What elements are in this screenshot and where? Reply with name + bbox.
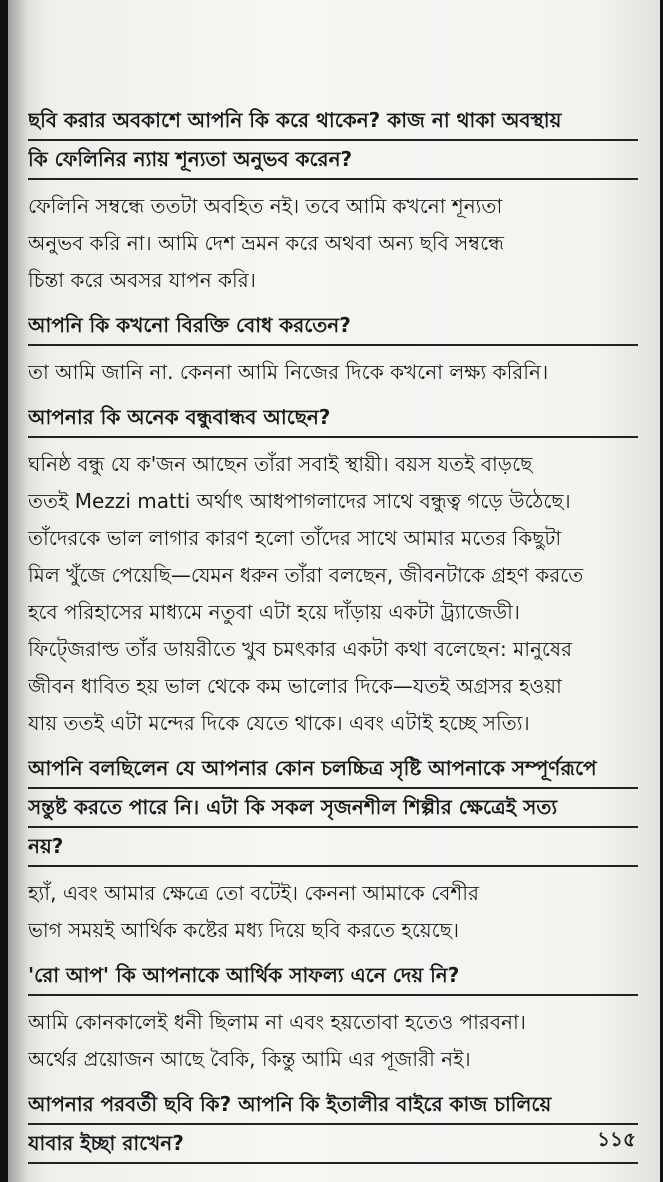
question-line: 'রো আপ' কি আপনাকে আর্থিক সাফল্য এনে দেয় নি? <box>28 957 638 996</box>
answer-line: হ্যাঁ, এবং আমার ক্ষেত্রে তো বটেই। কেননা আমাকে বেশীর <box>28 881 479 905</box>
question-line: আপনার কি অনেক বন্ধুবান্ধব আছেন? <box>28 399 638 438</box>
question-line: আপনি কি কখনো বিরক্তি বোধ করতেন? <box>28 307 638 346</box>
answer-line: ভাগ সময়ই আর্থিক কষ্টের মধ্য দিয়ে ছবি করতে হয়েছে। <box>28 918 459 942</box>
page-number: ১১৫ <box>597 1127 636 1151</box>
answer-line: ফিট্জেরাল্ড তাঁর ডায়রীতে খুব চমৎকার একটা কথা বলেছেন: মানুষের <box>28 637 572 661</box>
block-gap <box>28 867 638 875</box>
question-line: সন্তুষ্ট করতে পারে নি। এটা কি সকল সৃজনশীল শিল্পীর ক্ষেত্রেই সত্য <box>28 789 638 828</box>
block-gap <box>28 1078 638 1086</box>
question-line: নয়? <box>28 828 638 867</box>
block-gap <box>28 299 638 307</box>
question-line: যাবার ইচ্ছা রাখেন? <box>28 1125 638 1164</box>
block-gap <box>28 180 638 188</box>
answer-line: হবে পরিহাসের মাধ্যমে নতুবা এটা হয়ে দাঁড়ায় একটা ট্র্যাজেডী। <box>28 600 520 624</box>
answer-line: মিল খুঁজে পেয়েছি—যেমন ধরুন তাঁরা বলছেন, জীবনটাকে গ্রহণ করতে <box>28 563 584 587</box>
book-page <box>8 0 660 1182</box>
answer-line: তাঁদেরকে ভাল লাগার কারণ হলো তাঁদের সাথে আমার মতের কিছুটা <box>28 526 562 550</box>
block-gap <box>28 391 638 399</box>
block-gap <box>28 346 638 354</box>
answer-line: তা আমি জানি না. কেননা আমি নিজের দিকে কখনো লক্ষ্য করিনি। <box>28 360 549 384</box>
question-line: কি ফেলিনির ন্যায় শূন্যতা অনুভব করেন? <box>28 141 638 180</box>
block-gap <box>28 438 638 446</box>
answer-line: যায় ততই এটা মন্দের দিকে যেতে থাকে। এবং এটাই হচ্ছে সত্যি। <box>28 711 530 735</box>
answer-line: ঘনিষ্ঠ বন্ধু যে ক'জন আছেন তাঁরা সবাই স্থায়ী। বয়স যতই বাড়ছে <box>28 452 533 476</box>
question-line: ছবি করার অবকাশে আপনি কি করে থাকেন? কাজ না থাকা অবস্থায় <box>28 102 638 141</box>
answer-line: ততই Mezzi matti অর্থাৎ আধপাগলাদের সাথে বন্ধুত্ব গড়ে উঠেছে। <box>28 489 571 513</box>
block-gap <box>28 949 638 957</box>
answer-line: অনুভব করি না। আমি দেশ ভ্রমন করে অথবা অন্য ছবি সম্বন্ধে <box>28 231 504 255</box>
question-line: আপনার পরবর্তী ছবি কি? আপনি কি ইতালীর বাইরে কাজ চালিয়ে <box>28 1086 638 1125</box>
answer-line: ফেলিনি সম্বন্ধে ততটা অবহিত নই। তবে আমি কখনো শূন্যতা <box>28 194 503 218</box>
answer-line: আমি কোনকালেই ধনী ছিলাম না এবং হয়তোবা হতেও পারবনা। <box>28 1010 526 1034</box>
page-gutter-shadow <box>8 0 28 1182</box>
block-gap <box>28 996 638 1004</box>
block-gap <box>28 742 638 750</box>
answer-line: জীবন ধাবিত হয় ভাল থেকে কম ভালোর দিকে—যতই অগ্রসর হওয়া <box>28 674 562 698</box>
interview-text <box>28 102 638 1164</box>
question-line: আপনি বলছিলেন যে আপনার কোন চলচ্চিত্র সৃষ্টি আপনাকে সম্পূর্ণরূপে <box>28 750 638 789</box>
answer-line: অর্থের প্রয়োজন আছে বৈকি, কিন্তু আমি এর পূজারী নই। <box>28 1047 471 1071</box>
answer-line: চিন্তা করে অবসর যাপন করি। <box>28 268 256 292</box>
